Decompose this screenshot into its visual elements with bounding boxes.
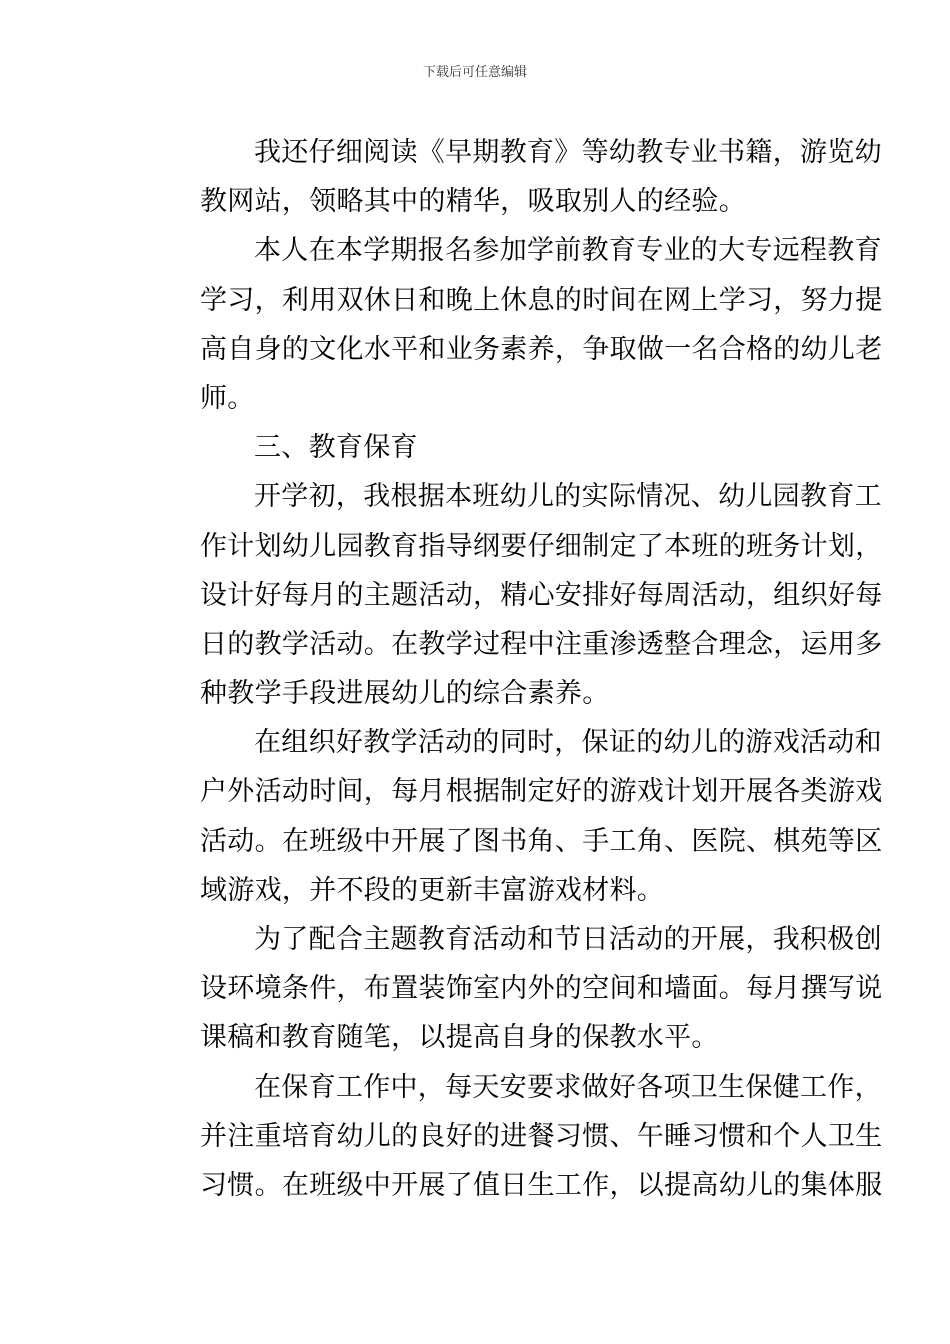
text-line: 设计好每月的主题活动，精心安排好每周活动，组织好每	[200, 579, 883, 611]
text-line: 户外活动时间，每月根据制定好的游戏计划开展各类游戏	[200, 776, 883, 808]
text-line: 设环境条件，布置装饰室内外的空间和墙面。每月撰写说	[200, 973, 883, 1005]
text-line: 师。	[200, 382, 255, 414]
section-heading: 三、教育保育	[254, 432, 418, 464]
paragraph-game-activities	[146, 718, 883, 915]
document-body	[146, 128, 883, 1210]
text-line: 域游戏，并不段的更新丰富游戏材料。	[200, 874, 665, 906]
text-line: 习惯。在班级中开展了值日生工作，以提高幼儿的集体服	[200, 1169, 883, 1201]
text-line: 活动。在班级中开展了图书角、手工角、医院、棋苑等区	[200, 825, 883, 857]
text-line: 教网站，领略其中的精华，吸取别人的经验。	[200, 186, 746, 218]
text-line: 为了配合主题教育活动和节日活动的开展，我积极创	[254, 924, 882, 955]
paragraph-reading	[146, 128, 882, 226]
text-line: 种教学手段进展幼儿的综合素养。	[200, 678, 610, 710]
section-heading-education	[146, 423, 806, 472]
paragraph-care-work	[146, 1063, 883, 1211]
paragraph-distance-learning	[146, 226, 883, 423]
text-line: 我还仔细阅读《早期教育》等幼教专业书籍，游览幼	[254, 137, 882, 168]
text-line: 作计划幼儿园教育指导纲要仔细制定了本班的班务计划，	[200, 530, 883, 562]
paragraph-environment	[146, 915, 883, 1063]
text-line: 在组织好教学活动的同时，保证的幼儿的游戏活动和	[254, 727, 882, 759]
text-line: 课稿和教育随笔，以提高自身的保教水平。	[200, 1022, 719, 1054]
text-line: 学习，利用双休日和晚上休息的时间在网上学习，努力提	[200, 284, 883, 316]
text-line: 本人在本学期报名参加学前教育专业的大专远程教育	[254, 235, 882, 267]
paragraph-semester-plan	[146, 472, 883, 718]
page-header-note: 下载后可任意编辑	[422, 65, 527, 80]
text-line: 高自身的文化水平和业务素养，争取做一名合格的幼儿老	[200, 333, 883, 365]
text-line: 开学初，我根据本班幼儿的实际情况、幼儿园教育工	[254, 481, 882, 513]
text-line: 在保育工作中，每天安要求做好各项卫生保健工作，	[254, 1071, 882, 1103]
text-line: 并注重培育幼儿的良好的进餐习惯、午睡习惯和个人卫生	[200, 1120, 883, 1152]
text-line: 日的教学活动。在教学过程中注重渗透整合理念，运用多	[200, 628, 883, 660]
